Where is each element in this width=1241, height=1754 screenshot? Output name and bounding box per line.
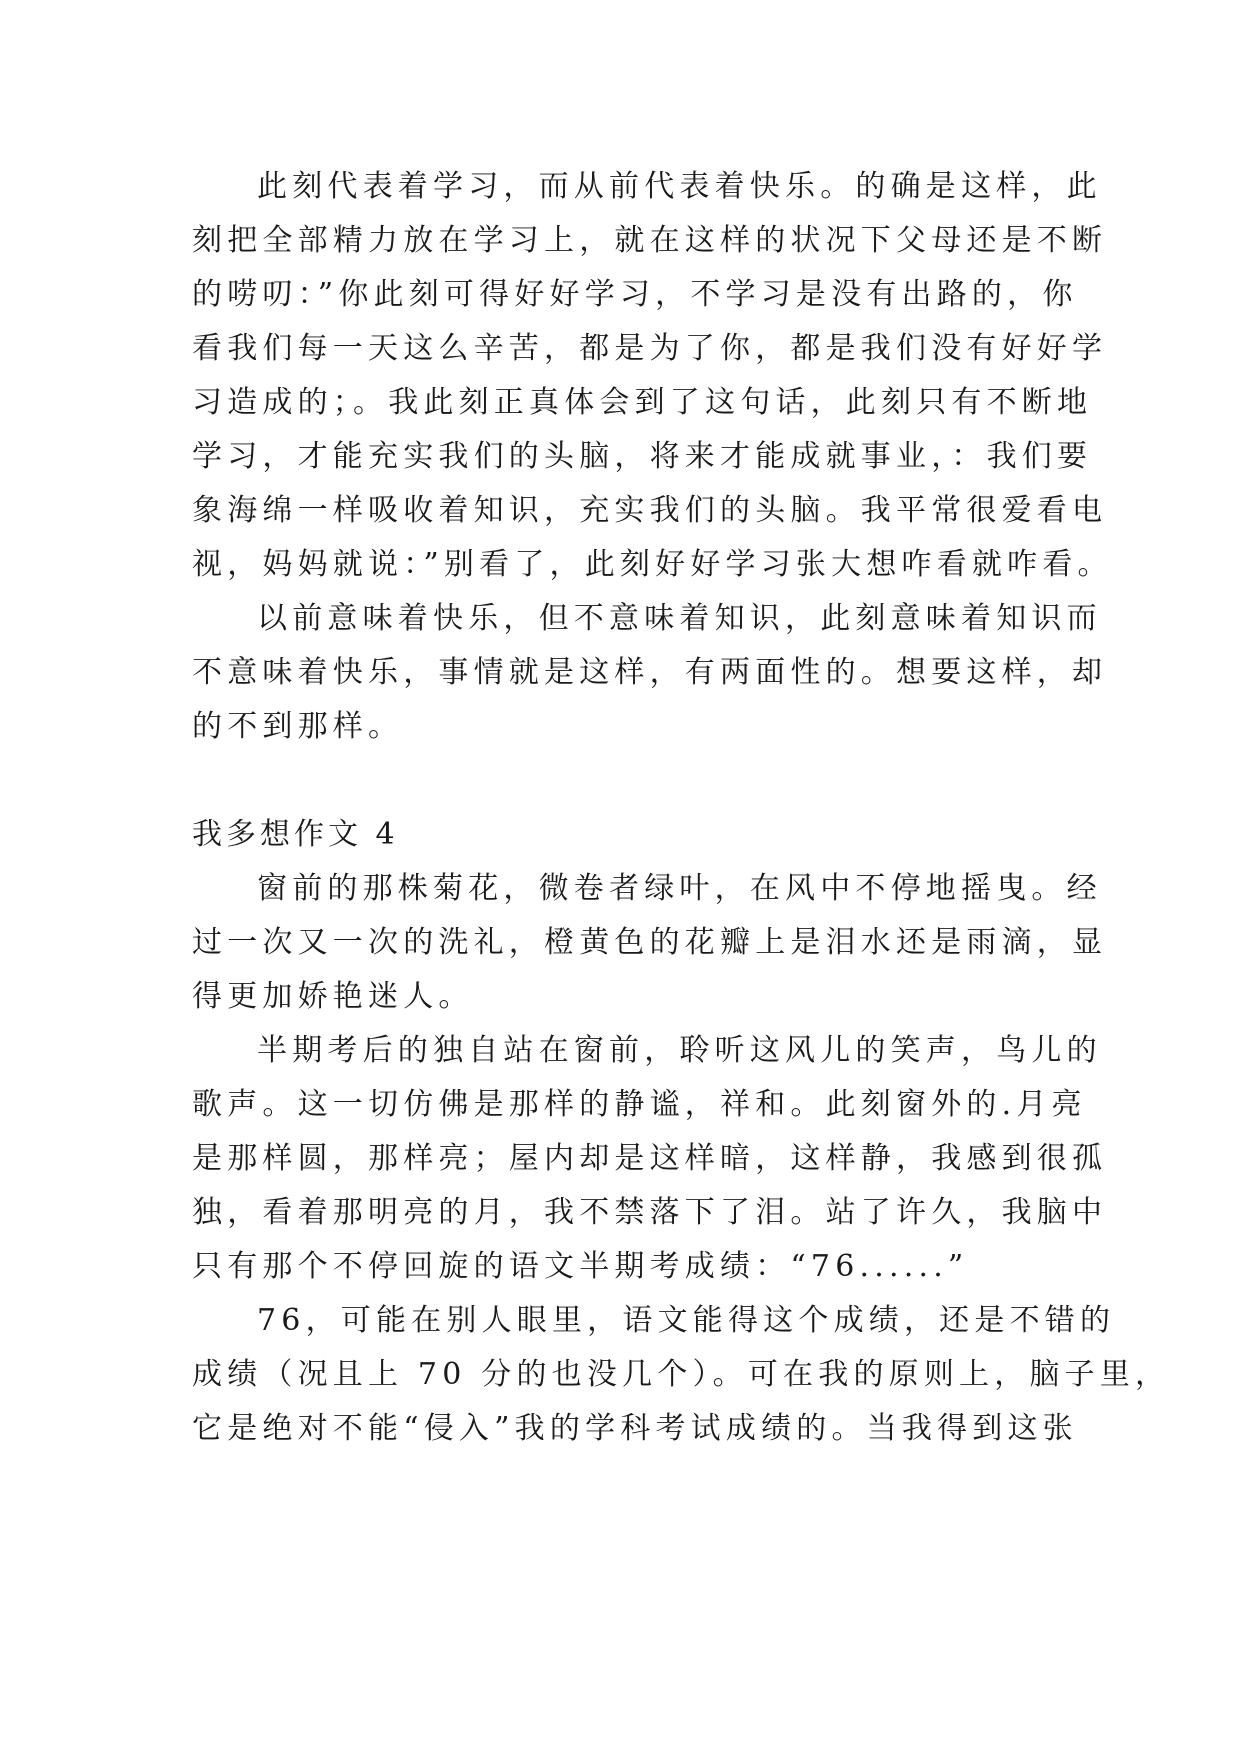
paragraph-line: 的不到那样。 xyxy=(192,709,404,744)
paragraph-line: 独，看着那明亮的月，我不禁落下了泪。站了许久，我脑中 xyxy=(192,1195,1108,1230)
paragraph-line: 是那样圆，那样亮；屋内却是这样暗，这样静，我感到很孤 xyxy=(192,1141,1108,1176)
paragraph-line: 的唠叨：”你此刻可得好好学习，不学习是没有出路的，你 xyxy=(192,277,1078,312)
section-heading: 我多想作文 4 xyxy=(192,817,399,852)
paragraph-line: 成绩（况且上 70 分的也没几个）。可在我的原则上，脑子里， xyxy=(192,1357,1171,1392)
paragraph-line: 只有那个不停回旋的语文半期考成绩：“76......” xyxy=(192,1249,969,1284)
paragraph-line: 刻把全部精力放在学习上，就在这样的状况下父母还是不断 xyxy=(192,223,1108,258)
paragraph-line: 半期考后的独自站在窗前，聆听这风儿的笑声，鸟儿的 xyxy=(257,1033,1102,1068)
paragraph-line: 此刻代表着学习，而从前代表着快乐。的确是这样，此 xyxy=(257,169,1102,204)
paragraph-line: 窗前的那株菊花，微卷者绿叶，在风中不停地摇曳。经 xyxy=(257,871,1102,906)
paragraph-line: 过一次又一次的洗礼，橙黄色的花瓣上是泪水还是雨滴，显 xyxy=(192,925,1108,960)
paragraph-line: 歌声。这一切仿佛是那样的静谧，祥和。此刻窗外的.月亮 xyxy=(192,1087,1087,1122)
paragraph-line: 76，可能在别人眼里，语文能得这个成绩，还是不错的 xyxy=(257,1303,1116,1338)
paragraph-line: 不意味着快乐，事情就是这样，有两面性的。想要这样，却 xyxy=(192,655,1108,690)
paragraph-line: 视，妈妈就说：”别看了，此刻好好学习张大想咋看就咋看。 xyxy=(192,547,1113,582)
paragraph-line: 看我们每一天这么辛苦，都是为了你，都是我们没有好好学 xyxy=(192,331,1108,366)
paragraph-line: 象海绵一样吸收着知识，充实我们的头脑。我平常很爱看电 xyxy=(192,493,1108,528)
paragraph-line: 学习，才能充实我们的头脑，将来才能成就事业，：我们要 xyxy=(192,439,1093,474)
paragraph-line: 它是绝对不能“侵入”我的学科考试成绩的。当我得到这张 xyxy=(192,1411,1078,1446)
paragraph-line: 得更加娇艳迷人。 xyxy=(192,979,474,1014)
paragraph-line: 以前意味着快乐，但不意味着知识，此刻意味着知识而 xyxy=(257,601,1102,636)
paragraph-line: 习造成的；。我此刻正真体会到了这句话，此刻只有不断地 xyxy=(192,385,1093,420)
